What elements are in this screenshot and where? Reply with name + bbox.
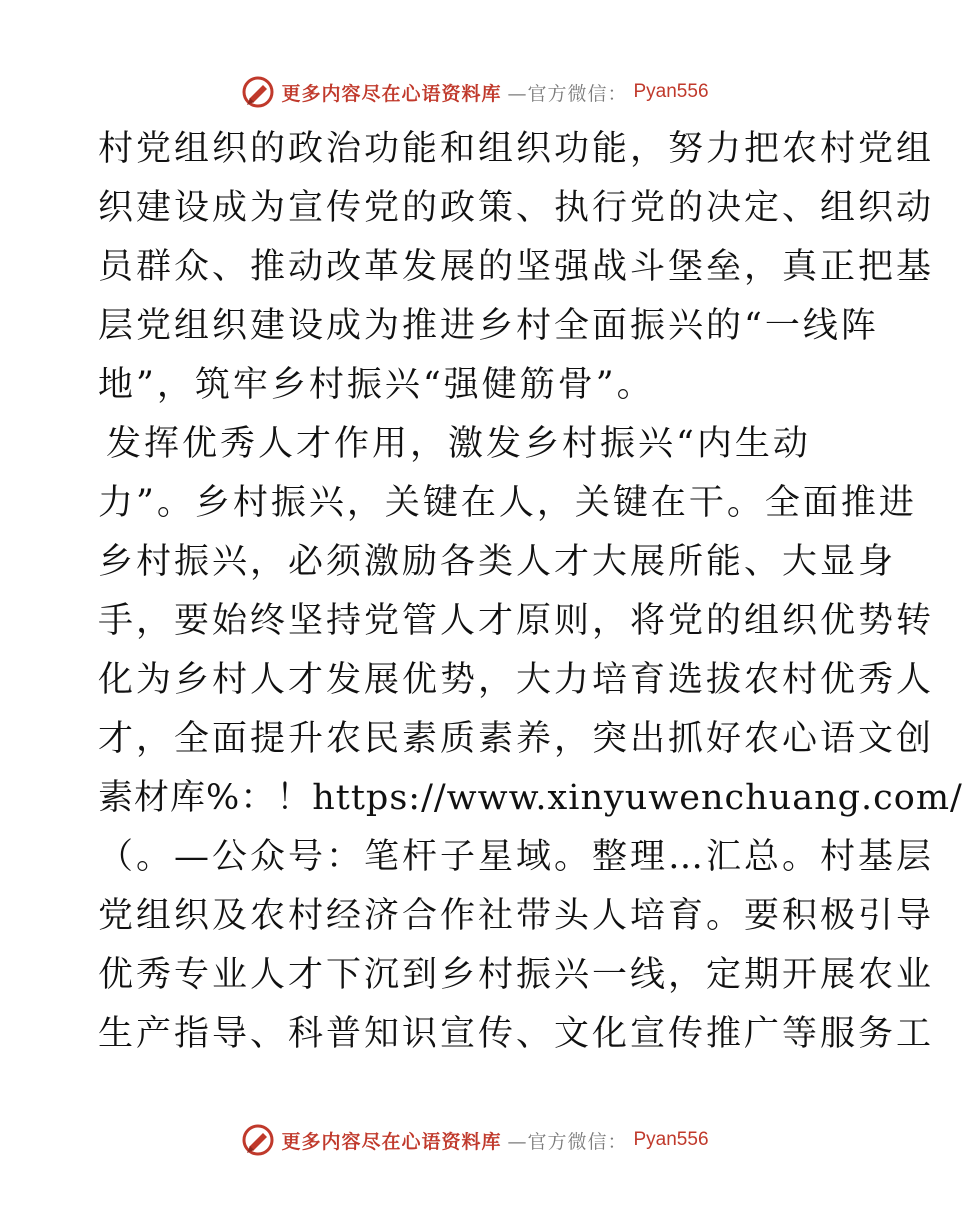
footer-banner-label: —官方微信： bbox=[507, 1130, 628, 1153]
text-line: 层党组织建设成为推进乡村全面振兴的“一线阵 bbox=[98, 306, 879, 346]
text-line: 才，全面提升农民素质素养，突出抓好农心语文创 bbox=[98, 719, 935, 759]
text-line: 化为乡村人才发展优势，大力培育选拔农村优秀人 bbox=[98, 660, 935, 700]
header-banner-id: Pyan556 bbox=[633, 81, 709, 102]
text-line-url: 素材库%：！https://www.xinyuwenchuang.com/ bbox=[98, 778, 963, 818]
text-line: 地”，筑牢乡村振兴“强健筋骨”。 bbox=[98, 365, 655, 405]
text-line: 生产指导、科普知识宣传、文化宣传推广等服务工 bbox=[98, 1014, 935, 1054]
footer-banner bbox=[0, 1120, 950, 1160]
pen-logo-icon bbox=[241, 75, 275, 109]
text-line: 村党组织的政治功能和组织功能，努力把农村党组 bbox=[98, 129, 935, 169]
header-banner-label: —官方微信： bbox=[507, 82, 628, 105]
text-line: 员群众、推动改革发展的坚强战斗堡垒，真正把基 bbox=[98, 247, 935, 287]
header-banner-title: 更多内容尽在心语资料库 bbox=[281, 82, 502, 105]
text-line: 手，要始终坚持党管人才原则，将党的组织优势转 bbox=[98, 601, 935, 641]
header-banner bbox=[0, 72, 950, 112]
footer-banner-id: Pyan556 bbox=[633, 1129, 709, 1150]
text-line: （。—公众号：笔杆子星域。整理…汇总。村基层 bbox=[98, 837, 935, 877]
text-line: 发挥优秀人才作用，激发乡村振兴“内生动 bbox=[106, 424, 811, 464]
text-line: 优秀专业人才下沉到乡村振兴一线，定期开展农业 bbox=[98, 955, 935, 995]
text-line: 织建设成为宣传党的政策、执行党的决定、组织动 bbox=[98, 188, 935, 228]
pen-logo-icon bbox=[241, 1123, 275, 1157]
footer-banner-title: 更多内容尽在心语资料库 bbox=[281, 1130, 502, 1153]
document-body bbox=[98, 120, 963, 1064]
text-line: 力”。乡村振兴，关键在人，关键在干。全面推进 bbox=[98, 483, 917, 523]
text-line: 党组织及农村经济合作社带头人培育。要积极引导 bbox=[98, 896, 935, 936]
text-line: 乡村振兴，必须激励各类人才大展所能、大显身 bbox=[98, 542, 897, 582]
